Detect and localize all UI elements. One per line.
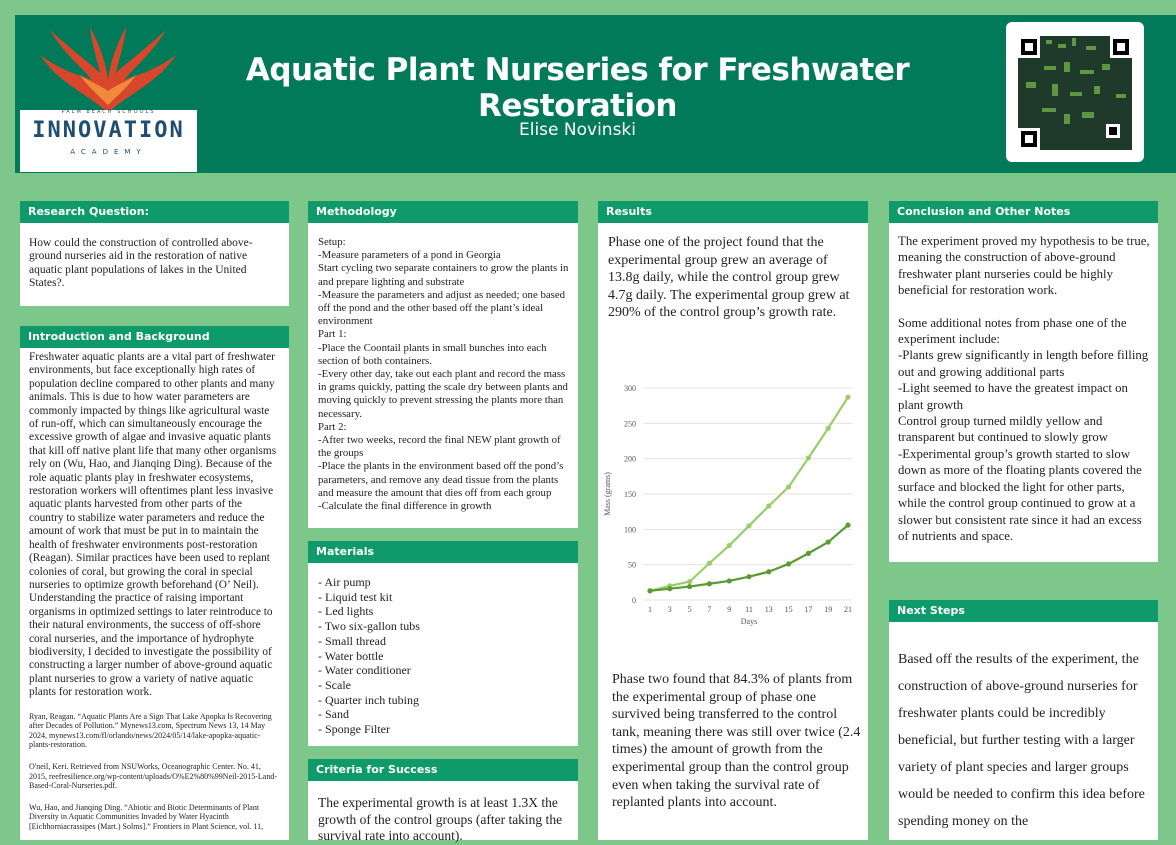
data-point — [647, 588, 652, 593]
research-question-text: How could the construction of controlled above-ground nurseries aid in the restoration of native aquatic plant populations of lakes in the United States?. — [29, 237, 253, 290]
method-line: Part 2: — [318, 420, 347, 433]
criteria-text: The experimental growth is at least 1.3X the growth of the control groups (after taking the survival rate into account). — [318, 795, 563, 843]
data-point — [806, 455, 811, 460]
y-tick-label: 200 — [624, 454, 636, 464]
x-tick-label: 5 — [687, 605, 692, 614]
logo-academy-text: ACADEMY — [70, 148, 147, 156]
materials-heading: Materials — [308, 541, 578, 563]
method-line: -Measure the parameters and adjust as needed; one based off the pond and the other based off the plant’s ideal environment — [318, 288, 566, 328]
data-point — [687, 584, 692, 589]
data-point — [786, 561, 791, 566]
material-item: - Sponge Filter — [318, 722, 390, 737]
conclusion-line: -Light seemed to have the greatest impact on plant growth — [898, 381, 1128, 412]
y-tick-label: 100 — [624, 525, 636, 535]
data-point — [826, 539, 831, 544]
data-point — [687, 579, 692, 584]
data-point — [707, 581, 712, 586]
data-point — [746, 574, 751, 579]
materials-list-wrap — [318, 575, 568, 737]
conclusion-text — [898, 233, 1150, 544]
conclusion-line: -Plants grew significantly in length before filling out and growing additional parts — [898, 348, 1149, 379]
material-item: - Small thread — [318, 633, 386, 648]
logo-main-text: INNOVATION — [32, 118, 185, 143]
x-tick-label: 19 — [824, 605, 833, 614]
methodology-heading: Methodology — [308, 201, 578, 223]
qr-code[interactable] — [1006, 22, 1144, 162]
next-steps-spacer — [889, 622, 1158, 630]
conclusion-heading: Conclusion and Other Notes — [889, 201, 1158, 223]
data-point — [727, 543, 732, 548]
qr-code-icon — [1006, 22, 1144, 162]
intro-text — [29, 351, 279, 832]
results-phase2: Phase two found that 84.3% of plants from the experimental group of phase one survived being transferred to the control tank, meaning there was still over twice (2.4 times) the amount of growth from the experimental group than the control group even when taking the survival rate of replanted plants into account. — [612, 672, 861, 811]
method-line: -Calculate the final difference in growth — [318, 500, 492, 513]
material-item: - Water bottle — [318, 648, 384, 663]
research-question-heading: Research Question: — [20, 201, 289, 223]
material-item: - Air pump — [318, 575, 371, 589]
poster-author: Elise Novinski — [518, 120, 636, 140]
data-point — [845, 395, 850, 400]
method-line: -Every other day, take out each plant and record the mass in grams quickly, patting the scale dry between plants and moving quickly to prevent stressing the plants more than necessary. — [318, 368, 568, 420]
next-steps-heading: Next Steps — [889, 600, 1158, 622]
results-phase1: Phase one of the project found that the experimental group grew an average of 13.8g daily, while the control group grew 4.7g daily. The experimental group grew at 290% of the control group’s growth rate. — [608, 235, 850, 321]
growth-line-chart — [600, 372, 860, 632]
methodology-text — [318, 236, 570, 513]
data-point — [667, 586, 672, 591]
method-line: -Measure parameters of a pond in Georgia — [318, 249, 501, 262]
intro-reference: Wu, Hao, and Jianqing Ding. “Abiotic and Biotic Determinants of Plant Diversity in Aquatic Communities Invaded by Water Hyacinth [Eichhorniacrassipes (Mart.) Solms].” Frontiers in Plant Science, vol. 11, — [29, 802, 264, 831]
method-line: -Place the plants in the environment based off the pond’s parameters, and remove any dead tissue from the plants and measure the amount that dies off from each group — [318, 460, 564, 499]
poster-title: Aquatic Plant Nurseries for Freshwater Restoration — [245, 52, 910, 124]
data-point — [766, 503, 771, 508]
conclusion-line: -Experimental group’s growth started to slow down as more of the floating plants covered the surface and blocked the light for other parts, while the control group continued to grow at a slower but consistent rate since it had an excess of nutrients and space. — [898, 446, 1142, 543]
data-point — [766, 569, 771, 574]
y-tick-label: 50 — [628, 560, 636, 570]
y-axis-label: Mass (grams) — [603, 472, 612, 516]
method-line: Part 1: — [318, 328, 347, 341]
material-item: - Liquid test kit — [318, 589, 393, 604]
y-tick-label: 250 — [624, 419, 636, 429]
material-item: - Led lights — [318, 604, 374, 619]
material-item: - Two six-gallon tubs — [318, 619, 420, 634]
method-line: -Place the Coontail plants in small bunches into each section of both containers. — [318, 341, 547, 367]
conclusion-paragraph: The experiment proved my hypothesis to be true, meaning the construction of above-ground freshwater plant nurseries could be highly beneficial for restoration work. — [898, 234, 1150, 298]
x-tick-label: 15 — [784, 605, 793, 614]
conclusion-line: Some additional notes from phase one of the experiment include: — [898, 315, 1127, 347]
data-point — [845, 522, 850, 527]
data-point — [746, 523, 751, 528]
material-item: - Quarter inch tubing — [318, 692, 419, 707]
intro-reference: O'neil, Keri. Retrieved from NSUWorks, Oceanographic Center. No. 41, 2015, reefresilience.org/wp-content/uploads/O%E2%80%99Neil-2015-Land-Based-Coral-Nurseries.pdf. — [29, 761, 277, 791]
intro-heading: Introduction and Background — [20, 326, 289, 348]
conclusion-line: Control group turned mildly yellow and transparent but continued to slowly grow — [898, 414, 1109, 445]
x-tick-label: 7 — [707, 605, 712, 614]
y-tick-label: 0 — [632, 596, 636, 605]
x-tick-label: 9 — [727, 605, 732, 614]
series-line-2 — [650, 525, 848, 591]
data-point — [806, 551, 811, 556]
data-point — [786, 484, 791, 489]
material-item: - Scale — [318, 677, 351, 692]
data-point — [707, 561, 712, 566]
material-item: - Sand — [318, 707, 349, 722]
next-steps-text: Based off the results of the experiment, the construction of above-ground nurseries for freshwater plants could be incredibly beneficial, but further testing with a larger variety of plant species and larger groups would be needed to confirm this idea before spending money on the — [898, 652, 1145, 829]
x-tick-label: 3 — [667, 605, 672, 614]
x-tick-label: 21 — [844, 605, 852, 614]
x-tick-label: 1 — [648, 605, 652, 614]
materials-list — [318, 575, 568, 737]
method-line: Setup: — [318, 236, 346, 248]
criteria-heading: Criteria for Success — [308, 759, 578, 781]
x-axis-label: Days — [740, 617, 758, 626]
y-tick-label: 150 — [624, 490, 636, 499]
x-tick-label: 13 — [764, 605, 773, 614]
method-line: -After two weeks, record the final NEW plant growth of the groups — [318, 434, 561, 460]
x-tick-label: 11 — [745, 605, 753, 614]
method-line: Start cycling two separate containers to grow the plants in and prepare lighting and substrate — [318, 262, 569, 288]
intro-paragraph: Freshwater aquatic plants are a vital part of freshwater environments, but face exceptionally high rates of population decline compared to other plants and many animals. This is due to how water parameters are commonly impacted by things like agricultural waste of run-off, which can simultaneously encourage the excessive growth of algae and invasive aquatic plants that kill off native plant life that many other organisms rely on (Wu, Hao, and Jianqing Ding). Because of the role aquatic plants play in freshwater ecosystems, restoration workers will oftentimes plant less invasive aquatic plants harvested from other parts of the country to stabilize water parameters and reduce the amount of work that must be put in to maintain the health of freshwater environments post-restoration (Reagan). Similar practices have been used to replant colonies of coral, but growing the coral in special nurseries to optimize growth beforehand (O’ Neil). Understanding the practice of raising important organisms in optimized settings to later reintroduce to their natural environments, the success of off-shore coral nurseries, and the importance of hydrophyte biodiversity, I decided to investigate the possibility of constructing a larger number of above-ground aquatic plant nurseries to grow a variety of native aquatic plants for restoration work. — [29, 351, 277, 699]
results-heading: Results — [598, 201, 868, 223]
logo-small-text: PALM BEACH SCHOOLS — [61, 109, 156, 115]
data-point — [826, 426, 831, 431]
x-tick-label: 17 — [804, 605, 813, 614]
intro-reference: Ryan, Reagan. “Aquatic Plants Are a Sign That Lake Apopka Is Recovering after Decades of Pollution.” Mynews13.com, Spectrum News 13, 14 May 2024, mynews13.com/fl/orlando/news/2024/05/14/lake-apopka-aquatic-plants-restoration. — [29, 711, 272, 750]
y-tick-label: 300 — [624, 384, 636, 393]
material-item: - Water conditioner — [318, 663, 411, 678]
data-point — [727, 578, 732, 583]
